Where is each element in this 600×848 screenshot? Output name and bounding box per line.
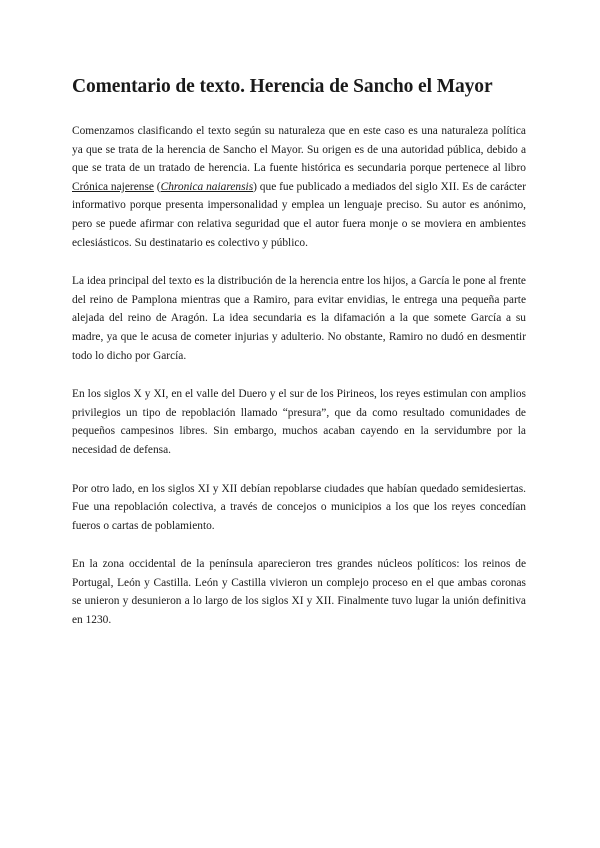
book-title-reference: Crónica najerense <box>72 180 154 193</box>
book-latin-title-reference: Chronica naiarensis <box>160 180 254 193</box>
paragraph-repopulation-cities: Por otro lado, en los siglos XI y XII debían repoblarse ciudades que habían quedado semidesiertas. Fue una repoblación colectiva, a través de concejos o municipios a los que los reyes concedían fueros o cartas de poblamiento. <box>72 482 526 532</box>
document-page <box>72 74 526 650</box>
page-title: Comentario de texto. Herencia de Sancho el Mayor <box>72 76 493 97</box>
paragraph-main-idea: La idea principal del texto es la distribución de la herencia entre los hijos, a García le pone al frente del reino de Pamplona mientras que a Ramiro, para evitar envidias, le entrega una pequeña parte alejada del reino de Aragón. La idea secundaria es la difamación a la que somete García a su madre, ya que le acusa de cometer injurias y adulterio. No obstante, Ramiro no dudó en desmentir todo lo dicho por García. <box>72 275 526 362</box>
paragraph-repopulation-presura: En los siglos X y XI, en el valle del Duero y el sur de los Pirineos, los reyes estimulan con amplios privilegios un tipo de repoblación llamado “presura”, que da como resultado comunidades de pequeños campesinos libres. Sin embargo, muchos acaban cayendo en la servidumbre por la necesidad de defensa. <box>72 388 526 456</box>
paragraph-text: ) <box>253 180 257 193</box>
paragraph-text: ( <box>153 180 161 193</box>
paragraph-text: Comenzamos clasificando el texto según su naturaleza que en este caso es una naturaleza política ya que se trata de la herencia de Sancho el Mayor. Su origen es de una autoridad pública, debido a que se trata de un tratado de herencia. La fuente histórica es secundaria porque pertenece al libro <box>72 125 526 175</box>
paragraph-political-nuclei: En la zona occidental de la península aparecieron tres grandes núcleos políticos: los reinos de Portugal, León y Castilla. León y Castilla vivieron un complejo proceso en el que ambas coronas se unieron y desunieron a lo largo de los siglos XI y XII. Finalmente tuvo lugar la unión definitiva en 1230. <box>72 558 526 627</box>
paragraph-classification <box>72 122 526 252</box>
paragraph-text: que fue publicado a mediados del siglo XII. Es de carácter informativo porque presenta impersonalidad y emplea un lenguaje preciso. Su autor es anónimo, pero se puede afirmar con relativa seguridad que el autor fuera monje o se moviera en ambientes eclesiásticos. Su destinatario es colectivo y público. <box>72 180 527 249</box>
